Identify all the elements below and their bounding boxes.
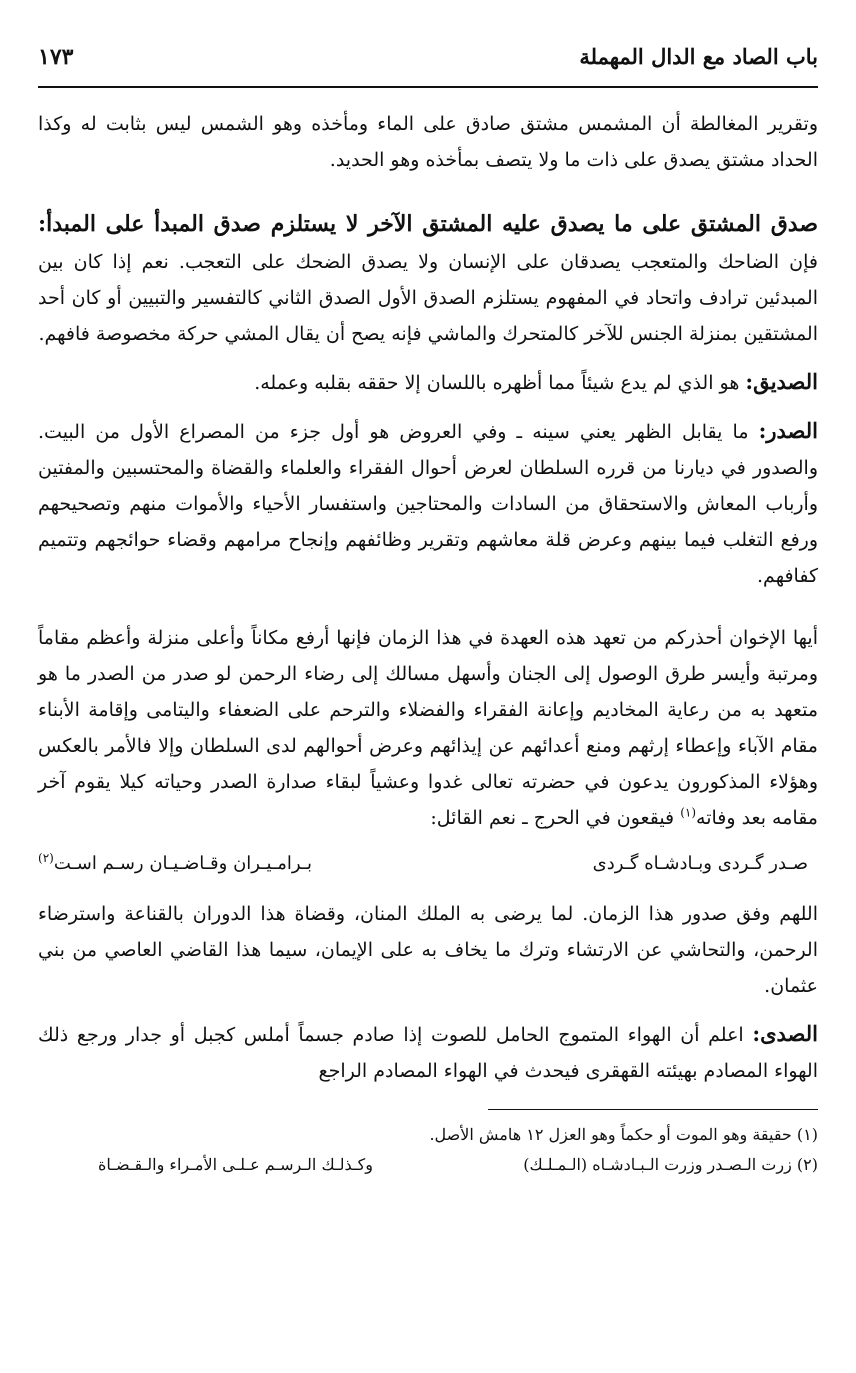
section-heading: صدق المشتق على ما يصدق عليه المشتق الآخر لا يستلزم صدق المبدأ على المبدأ:: [38, 211, 818, 237]
footnote-rule: [488, 1109, 818, 1110]
footnote-2: [38, 1150, 818, 1180]
ikhwan-text-1: أيها الإخوان أحذركم من تعهد هذه العهدة في هذا الزمان فإنها أرفع مكاناً وأعلى منزلة وأعظم مقاماً ومرتبة وأيسر طرق الوصول إلى الجنان وأسهل مسالك إلى رضاء الرحمن لو صدر من الصدر ما هو متعهد به من رعاية المخاديم وإعانة الفقراء والفضلاء والترحم على الضعفاء واليتامى وإقامة الأبناء مقام الآباء وإعطاء إرثهم ومنع أعدائهم عن إيذائهم وعرض أحوالهم لدى السلطان وإلا فالأمر بالعكس وهؤلاء المذكورون يدعون في حضرته تعالى غدوا وعشياً لبقاء صدارة الصدر وحياته كيلا يقوم آخر مقامه بعد وفاته: [38, 627, 818, 829]
definition-sada: اعلم أن الهواء المتموج الحامل للصوت إذا صادم جسماً أملس كجبل أو جدار ورجع ذلك الهواء المصادم بهيئته القهقرى فيحدث في الهواء المصادم الراجع: [38, 1024, 818, 1082]
footnote-2-text: زرت الـصـدر وزرت الـبـادشـاه (الـمـلـك): [523, 1155, 792, 1174]
term-sadr: الصدر:: [758, 418, 819, 443]
running-header: [38, 44, 818, 84]
definition-sadr: ما يقابل الظهر يعني سينه ـ وفي العروض هو أول جزء من المصراع الأول من البيت. والصدور في ديارنا من قرره السلطان لعرض أحوال الفقراء والعلماء والقضاة والمحتسبين والمفتين وأرباب المعاش والاستحقاق من السادات والمحتاجين واستفسار الأحياء والأموات منهم وتصحيحهم ورفع التغلب فيما بينهم وعرض قلة معاشهم وتقرير وظائفهم وإنجاح مرامهم وقضاء حوائجهم وتتميم كفافهم.: [38, 421, 818, 587]
verse-hemistich-left: [38, 844, 312, 884]
footnote-1-text: حقيقة وهو الموت أو حكماً وهو العزل ١٢ هامش الأصل.: [429, 1125, 792, 1144]
term-sada: الصدى:: [752, 1021, 818, 1046]
entry-siddiq: [38, 364, 818, 401]
footnote-1-mark: (١): [796, 1125, 818, 1144]
verse-hemistich-right: صـدر گـردى وبـادشـاه گـردى: [592, 853, 808, 874]
ikhwan-text-2: فيقعون في الحرج ـ نعم القائل:: [430, 807, 675, 829]
footnote-2-extra: وكـذلـك الـرسـم عـلـى الأمـراء والـقـضـاة: [98, 1155, 373, 1174]
term-siddiq: الصديق:: [745, 369, 818, 394]
section-body: فإن الضاحك والمتعجب يصدقان على الإنسان ولا يصدق الضحك على التعجب. نعم إذا كان بين المبدئين ترادف واتحاد في المفهوم يستلزم الصدق الأول الصدق الثاني كالتفسير والتبيين أو كان أحد المشتقين بمنزلة الجنس للآخر كالمتحرك والماشي فإنه يصح أن يقال المشي حركة مخصوصة فافهم.: [38, 251, 818, 345]
paragraph-allahumma: اللهم وفق صدور هذا الزمان. لما يرضى به الملك المنان، وقضاة هذا الدوران بالقناعة واسترضاء الرحمن، والتحاشي عن الارتشاء وترك ما يخاف به على الإيمان، سيما هذا القاضي العاصي من بني عثمان.: [38, 903, 818, 997]
page: [38, 44, 818, 1180]
verse-hemistich-left-text: بـرامـيـران وقـاضـيـان رسـم اسـت: [53, 853, 313, 874]
entry-sada: [38, 1016, 818, 1089]
entry-sadr: [38, 413, 818, 594]
section-sidq: [38, 204, 818, 352]
definition-siddiq: هو الذي لم يدع شيئاً مما أظهره باللسان إلا حققه بقلبه وعمله.: [254, 372, 740, 394]
footnote-ref-1: (١): [680, 805, 697, 820]
paragraph-mughalata: وتقرير المغالطة أن المشمس مشتق صادق على الماء ومأخذه وهو الشمس ليس بثابت له وكذا الحداد مشتق يصدق على ذات ما ولا يتصف بمأخذه وهو الحديد.: [38, 113, 818, 171]
persian-verse: [38, 844, 818, 884]
footnote-ref-2: (٢): [38, 851, 54, 865]
paragraph-ikhwan: [38, 620, 818, 836]
page-number: ١٧٣: [38, 44, 74, 70]
footnote-1: [38, 1120, 818, 1150]
header-rule: [38, 86, 818, 88]
footnote-2-mark: (٢): [796, 1155, 818, 1174]
chapter-title: باب الصاد مع الدال المهملة: [579, 44, 818, 69]
